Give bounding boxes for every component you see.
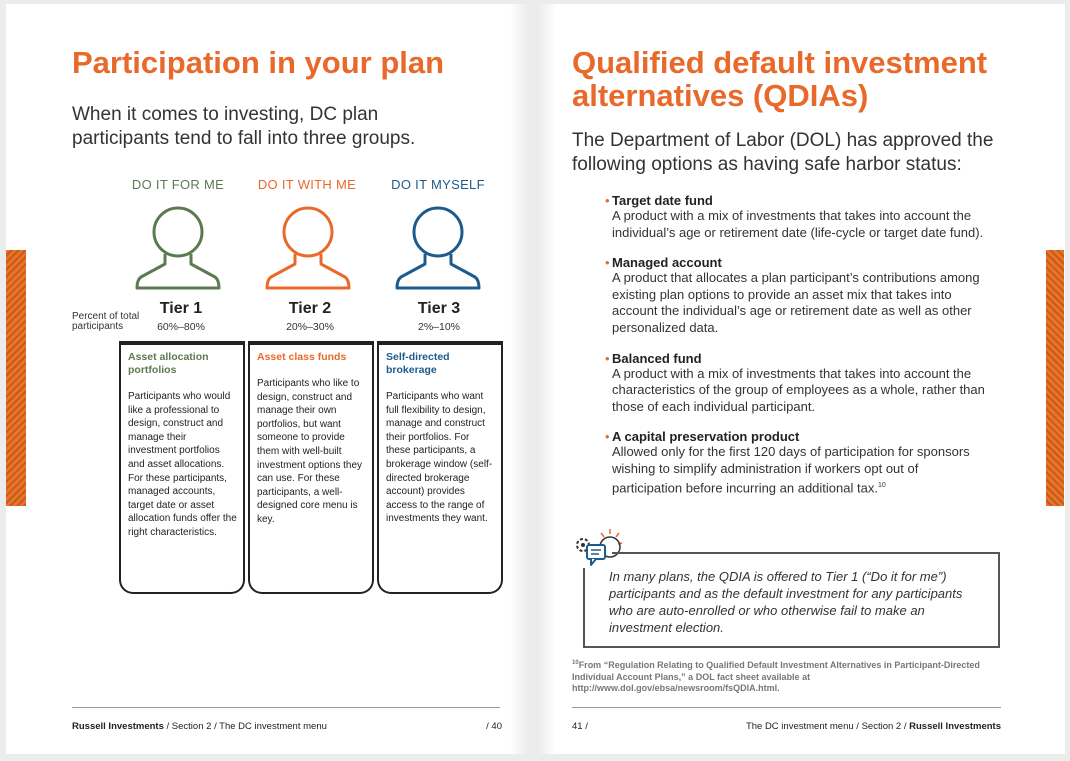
footnote xyxy=(572,658,992,695)
tier-3-box-title: Self-directed brokerage xyxy=(386,351,450,376)
page-title-right-line-1: Qualified default investment xyxy=(572,45,988,80)
qdia-option-body-text: Allowed only for the first 120 days of participation for sponsors wishing to simplify administration if workers opt out of participation before incurring an additional tax. xyxy=(612,444,970,495)
tier-1-percent: 60%–80% xyxy=(157,321,205,333)
footer-rule-right xyxy=(572,707,1001,708)
section-tab-left xyxy=(6,250,26,506)
tier-1-box-title: Asset allocation portfolios xyxy=(128,351,209,376)
page-title-right xyxy=(572,46,987,112)
qdia-intro-line-1: The Department of Labor (DOL) has approved the xyxy=(572,130,994,151)
tier-1-name: Tier 1 xyxy=(159,300,203,317)
gutter-shadow-right xyxy=(537,4,557,754)
group-label-do-it-for-me: DO IT FOR ME xyxy=(131,177,225,192)
footer-brand-right: Russell Investments xyxy=(909,721,1001,732)
tier-3-box-body: Participants who want full flexibility to design, manage and construct their portfolios. For these participants, a brokerage window (self-directed brokerage account) provides access to the range of investments they want. xyxy=(386,391,493,525)
footer-right xyxy=(700,721,1001,732)
group-label-do-it-myself: DO IT MYSELF xyxy=(391,177,485,192)
qdia-option xyxy=(605,193,992,241)
qdia-option-title: Balanced fund xyxy=(612,350,702,366)
section-tab-right xyxy=(1046,250,1064,506)
tier-2-name: Tier 2 xyxy=(288,300,332,317)
percent-label-line-2: participants xyxy=(72,321,124,332)
qdia-intro-line-2: following options as having safe harbor status: xyxy=(572,154,962,175)
footer-separator: / xyxy=(166,721,170,732)
percent-label-line-1: Percent of total xyxy=(72,311,140,322)
tier-2-box-title: Asset class funds xyxy=(257,351,347,363)
bullet-dot-icon: • xyxy=(605,255,610,271)
footer-rule-left xyxy=(72,707,500,708)
tier-3-box xyxy=(377,341,503,594)
intro-text xyxy=(72,103,415,151)
footer-separator: / xyxy=(856,721,859,732)
footer-chapter-left: The DC investment menu xyxy=(219,721,327,732)
qdia-option-title: Managed account xyxy=(612,255,722,271)
footnote-text: From “Regulation Relating to Qualified Default Investment Alternatives in Participant-Directed Individual Account Plans,” a DOL fact sheet available at http://www.dol.gov/ebsa/newsroom/fsQDIA.html. xyxy=(572,660,980,693)
bullet-dot-icon: • xyxy=(605,350,610,366)
tier-1-box-body: Participants who would like a professional to design, construct and manage their investment portfolios and asset allocations. For these participants, managed accounts, target date or asset allocation funds offer the right characteristics. xyxy=(128,391,237,538)
footer-chapter-right: The DC investment menu xyxy=(745,721,854,732)
page-number-right: 41 / xyxy=(572,721,588,732)
person-icon-tier-2 xyxy=(263,202,353,292)
qdia-option-body: A product that allocates a plan participant’s contributions among existing plan options to provide an asset mix that takes into account the individual’s age or retirement date as well as other personalized data. xyxy=(612,270,980,335)
footer-separator: / xyxy=(903,721,907,732)
tier-1-box xyxy=(119,341,245,594)
qdia-option-body: A product with a mix of investments that takes into account the characteristics of the group of employees as a whole, rather than those of each individual participant. xyxy=(612,365,985,414)
person-icon-tier-3 xyxy=(393,202,483,292)
footer-section-right: Section 2 xyxy=(861,721,902,732)
page-title-right-line-2: alternatives (QDIAs) xyxy=(572,78,869,113)
qdia-option xyxy=(605,255,992,336)
callout-text: In many plans, the QDIA is offered to Tier 1 (“Do it for me”) participants and as the default investment for any participants who are auto-enrolled or who otherwise fail to make an investment election. xyxy=(609,569,963,635)
footer-left xyxy=(72,721,327,732)
tier-2-percent: 20%–30% xyxy=(286,321,334,333)
intro-line-2: participants tend to fall into three groups. xyxy=(72,128,416,149)
qdia-option xyxy=(605,350,992,416)
bullet-dot-icon: • xyxy=(605,193,610,208)
footnote-number: 10 xyxy=(572,660,579,666)
qdia-option-list xyxy=(605,193,992,510)
qdia-intro xyxy=(572,129,993,177)
tier-2-box xyxy=(248,341,374,594)
footer-section-left: Section 2 xyxy=(171,721,212,732)
callout-border-left xyxy=(583,568,585,648)
footer-brand-left: Russell Investments xyxy=(72,721,164,732)
group-label-do-it-with-me: DO IT WITH ME xyxy=(257,177,357,192)
qdia-option-title: A capital preservation product xyxy=(612,429,800,445)
tier-3-percent: 2%–10% xyxy=(417,321,461,333)
page-title-left: Participation in your plan xyxy=(72,45,445,80)
tier-3-name: Tier 3 xyxy=(417,300,461,317)
qdia-option-title: Target date fund xyxy=(612,193,713,208)
bullet-dot-icon: • xyxy=(605,429,610,445)
page-number-left: / 40 xyxy=(486,721,502,732)
tier-2-box-body: Participants who like to design, construct and manage their own portfolios, but want someone to provide them with well-built investment options they can use. For these participants, a well-designed core menu is key. xyxy=(257,378,363,525)
intro-line-1: When it comes to investing, DC plan xyxy=(72,104,379,125)
person-icon-tier-1 xyxy=(133,202,223,292)
footer-separator: / xyxy=(214,721,217,732)
gutter-shadow-left xyxy=(509,4,529,754)
footnote-reference: 10 xyxy=(877,481,886,489)
callout-border-top xyxy=(612,552,1000,554)
qdia-option-body xyxy=(612,444,992,496)
qdia-option xyxy=(605,429,992,496)
qdia-option-body: A product with a mix of investments that takes into account the individual’s age or retirement date (life-cycle or target date fund). xyxy=(612,208,984,240)
